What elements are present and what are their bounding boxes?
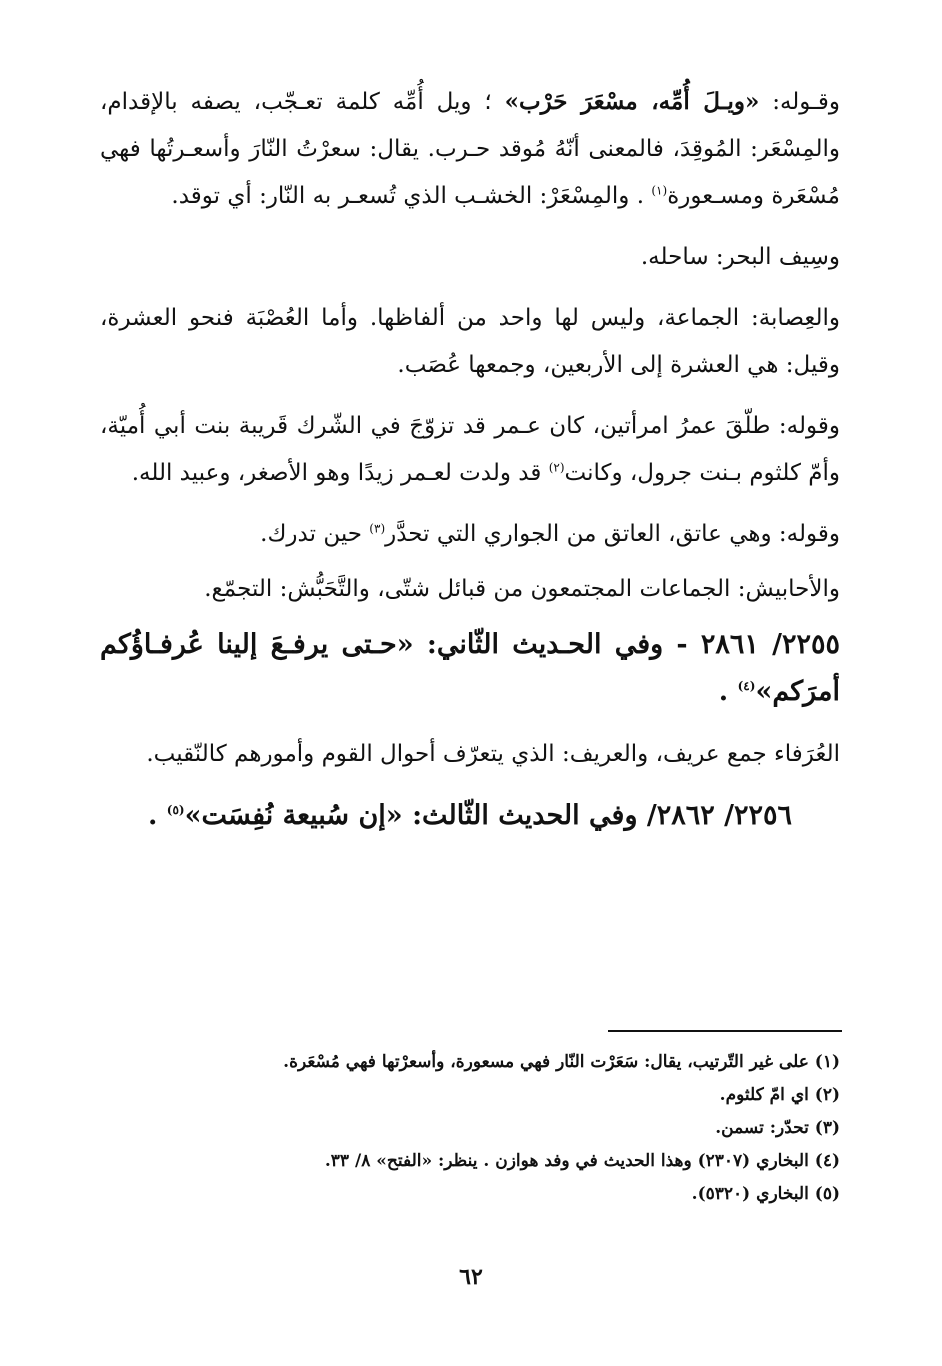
paragraph-1-lead: وقـوله: <box>759 89 841 115</box>
paragraph-5-tail: حين تدرك. <box>260 521 370 547</box>
paragraph-3: والعِصابة: الجماعة، وليس لها واحد من ألفاظها. وأما العُصْبَة فنحو العشرة، وقيل: هي العشرة إلى الأربعين، وجمعها عُصَب. <box>100 305 840 378</box>
paragraph-5 <box>100 511 840 558</box>
footnote-ref-2[interactable]: (٢) <box>548 460 565 475</box>
footnotes <box>100 1046 840 1211</box>
paragraph-7: العُرَفاء جمع عريف، والعريف: الذي يتعرّف أحوال القوم وأمورهم كالنّقيب. <box>146 741 840 767</box>
paragraph-4 <box>100 403 840 497</box>
footnote-ref-4[interactable]: (٤) <box>737 679 756 693</box>
footnote-3: (٣) تحدّر: تسمن. <box>715 1118 840 1138</box>
hadith-heading-2255 <box>100 621 840 715</box>
hadith-heading-2255-end: . <box>718 676 738 707</box>
paragraph-4-body: وقوله: طلّقَ عمرُ امرأتين، كان عـمر قد تزوّجَ في الشّرك قَريبة بنت أبي أُميّة، وأمّ كلثوم بـنت جرول، وكانت <box>100 413 840 486</box>
paragraph-6: والأحابيش: الجماعات المجتمعون من قبائل شتّى، والتَّحَبُّش: التجمّع. <box>204 576 840 602</box>
hadith-heading-2256-end: . <box>147 800 167 831</box>
hadith-heading-2256-text: ٢٢٥٦/ ٢٨٦٢/ وفي الحديث الثّالث: «إن سُبيعة نُفِسَت» <box>184 800 793 831</box>
paragraph-2: وسِيف البحر: ساحله. <box>640 244 840 270</box>
paragraph-1-tail: . والمِسْعَرْ: الخشـب الذي تُسعـر به النّار: أي توقد. <box>171 183 652 209</box>
paragraph-5-body: وقوله: وهي عاتق، العاتق من الجواري التي تحدَّر <box>385 521 840 547</box>
footnote-separator <box>608 1030 842 1032</box>
footnote-2: (٢) اي امّ كلثوم. <box>719 1085 840 1105</box>
footnote-ref-5[interactable]: (٥) <box>166 803 185 817</box>
page-number: ٦٢ <box>459 1264 483 1290</box>
paragraph-1-body: ؛ ويل أُمِّه كلمة تعـجّب، يصفه بالإقدام، والمِسْعَر: المُوقِدَ، فالمعنى أنّهُ مُوقد حـرب. يقال: سعرْتُ النّارَ وأسعـرتُها فهي مُسْعَرة ومسـعورة <box>100 89 840 209</box>
paragraph-1 <box>100 78 840 220</box>
footnote-ref-1[interactable]: (١) <box>651 183 668 198</box>
hadith-heading-2256 <box>100 792 840 839</box>
footnote-1: (١) على غير التّرتيب، يقال: سَعَرْت النّار فهي مسعورة، وأسعرْتها فهي مُسْعَرة. <box>283 1052 840 1072</box>
footnote-4: (٤) البخاري (٢٣٠٧) وهذا الحديث في وفد هوازن . ينظر: «الفتح» ٨/ ٣٣. <box>324 1151 840 1171</box>
footnote-ref-3[interactable]: (٣) <box>369 521 386 536</box>
quoted-phrase: «ويـلَ أُمِّه، مسْعَرَ حَرْب» <box>504 88 760 115</box>
main-text <box>100 78 840 855</box>
hadith-heading-2255-text: ٢٢٥٥/ ٢٨٦١ - وفي الحـديث الثّاني: «حـتى يرفـعَ إلينا عُرفـاؤُكم أمرَكم» <box>100 629 840 707</box>
footnote-5: (٥) البخاري (٥٣٢٠). <box>691 1184 840 1204</box>
paragraph-4-tail: قد ولدت لعـمر زيدًا وهو الأصغر، وعبيد الله. <box>131 460 549 486</box>
